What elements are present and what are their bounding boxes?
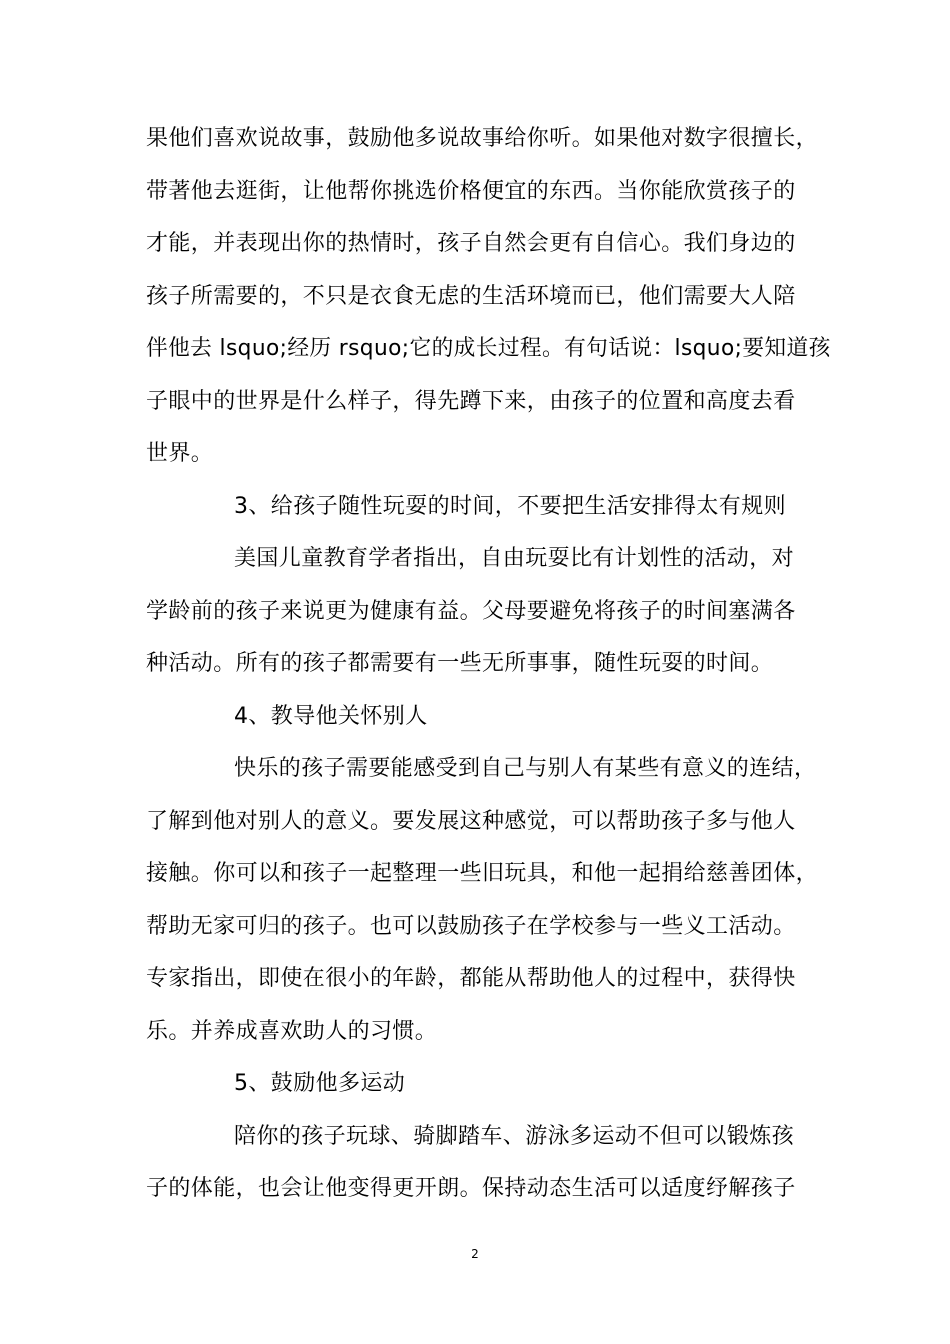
section-heading-5: 5、鼓励他多运动: [234, 1071, 406, 1096]
page-number: 2: [471, 1247, 479, 1261]
section-heading-4: 4、教导他关怀别人: [234, 704, 428, 729]
body-text-line: 学龄前的孩子来说更为健康有益。父母要避免将孩子的时间塞满各: [146, 599, 796, 624]
body-text-line: 子的体能，也会让他变得更开朗。保持动态生活可以适度纾解孩子: [146, 1176, 796, 1201]
body-text-line: 子眼中的世界是什么样子，得先蹲下来，由孩子的位置和高度去看: [146, 389, 796, 414]
body-text-line: 美国儿童教育学者指出，自由玩耍比有计划性的活动，对: [234, 546, 795, 571]
body-text-line: 带著他去逛街，让他帮你挑选价格便宜的东西。当你能欣赏孩子的: [146, 179, 796, 204]
body-text-line: 种活动。所有的孩子都需要有一些无所事事，随性玩耍的时间。: [146, 651, 774, 676]
body-text-line: 接触。你可以和孩子一起整理一些旧玩具，和他一起捐给慈善团体，: [146, 861, 819, 886]
body-text-line: 世界。: [146, 441, 214, 466]
body-text-line: 快乐的孩子需要能感受到自己与别人有某些有意义的连结，: [234, 756, 817, 781]
body-text-line: 才能，并表现出你的热情时，孩子自然会更有自信心。我们身边的: [146, 231, 796, 256]
body-text-line: 伴他去 lsquo;经历 rsquo;它的成长过程。有句话说：lsquo;要知道孩: [146, 336, 831, 361]
body-text-line: 果他们喜欢说故事，鼓励他多说故事给你听。如果他对数字很擅长，: [146, 126, 819, 151]
section-heading-3: 3、给孩子随性玩耍的时间，不要把生活安排得太有规则: [234, 494, 786, 519]
body-text-line: 孩子所需要的，不只是衣食无虑的生活环境而已，他们需要大人陪: [146, 284, 796, 309]
body-text-line: 陪你的孩子玩球、骑脚踏车、游泳多运动不但可以锻炼孩: [234, 1124, 795, 1149]
body-text-line: 帮助无家可归的孩子。也可以鼓励孩子在学校参与一些义工活动。: [146, 914, 796, 939]
body-text-line: 了解到他对别人的意义。要发展这种感觉，可以帮助孩子多与他人: [146, 809, 796, 834]
body-text-line: 专家指出，即使在很小的年龄，都能从帮助他人的过程中，获得快: [146, 966, 796, 991]
body-text-line: 乐。并养成喜欢助人的习惯。: [146, 1019, 438, 1044]
